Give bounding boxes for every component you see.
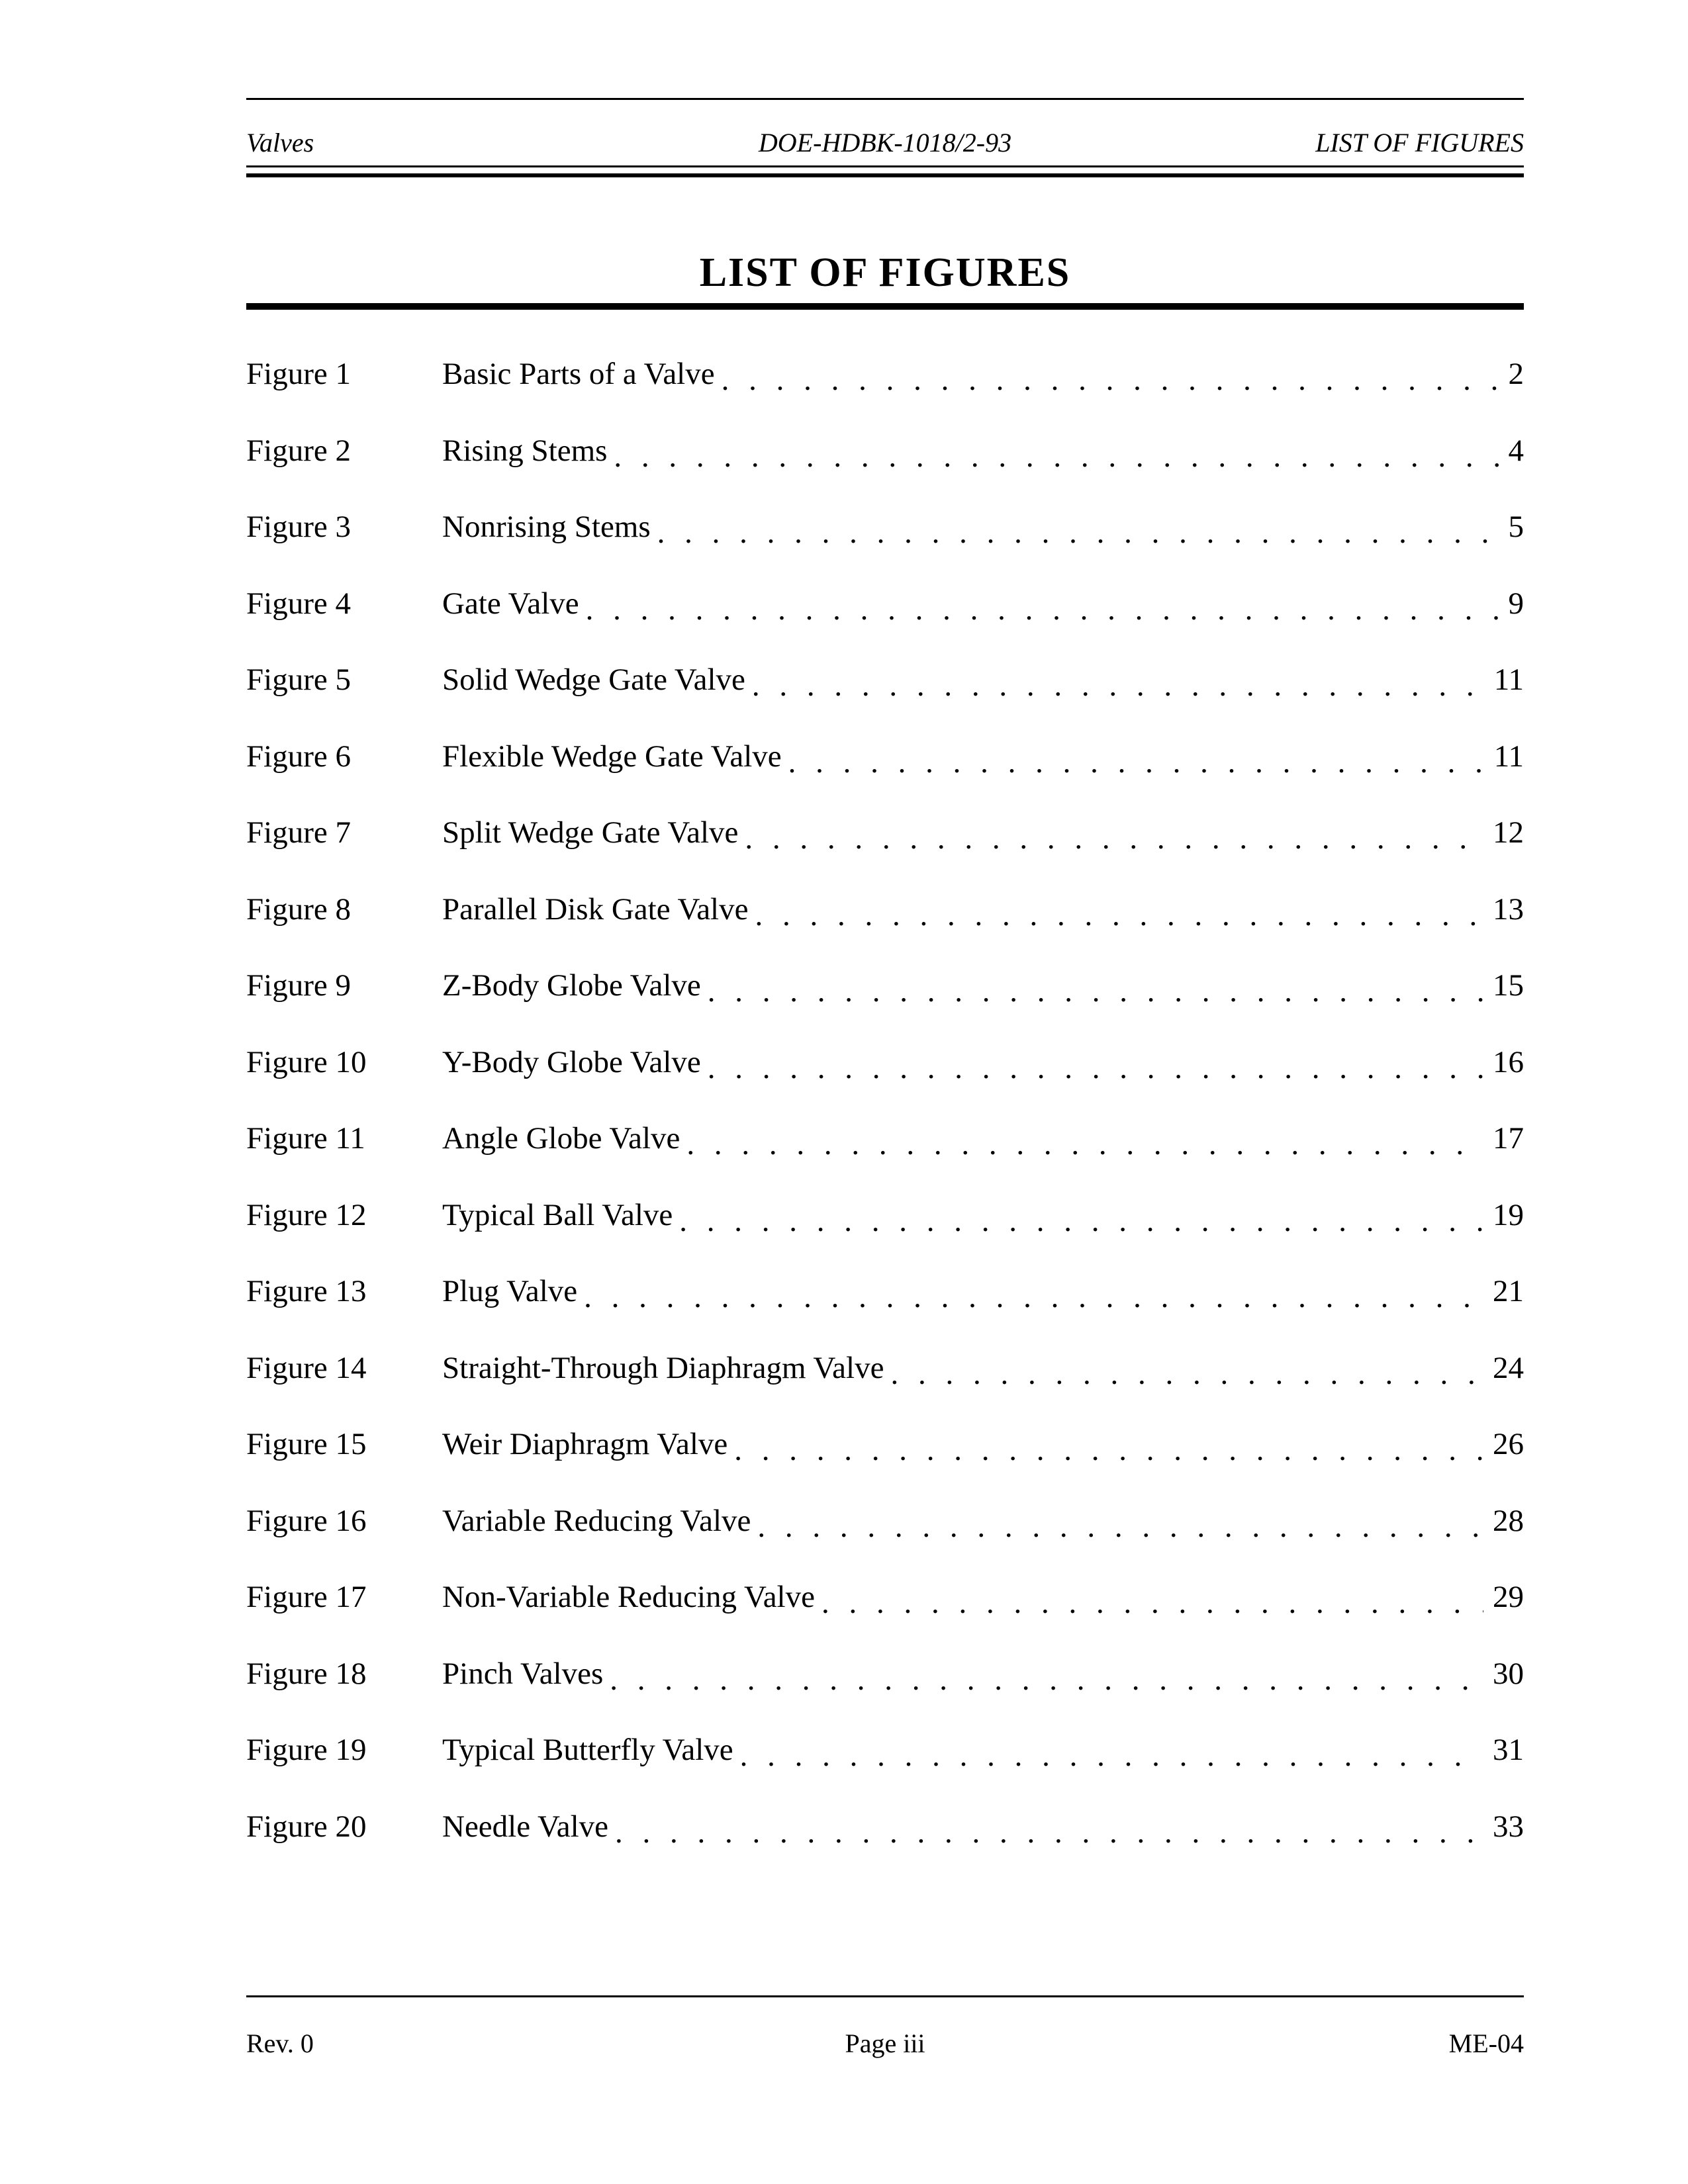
figure-entry bbox=[442, 1268, 1524, 1314]
figure-page-number: 29 bbox=[1483, 1574, 1524, 1620]
figure-page-number: 19 bbox=[1483, 1192, 1524, 1238]
figure-number: Figure 2 bbox=[246, 433, 351, 468]
figure-title: Split Wedge Gate Valve . . . bbox=[442, 815, 745, 850]
figure-page-number: 28 bbox=[1483, 1498, 1524, 1544]
figure-page-number: 5 bbox=[1499, 504, 1524, 550]
footer-rule bbox=[246, 1995, 1524, 1997]
figure-title: Flexible Wedge Gate Valve . . . bbox=[442, 739, 788, 774]
figure-title: Parallel Disk Gate Valve . . . bbox=[442, 892, 755, 927]
figure-number: Figure 11 bbox=[246, 1121, 365, 1156]
list-item bbox=[246, 1498, 1524, 1574]
figure-title: Typical Butterfly Valve . . . bbox=[442, 1733, 740, 1767]
figure-title: Basic Parts of a Valve . . . bbox=[442, 357, 722, 391]
figure-page-number: 31 bbox=[1483, 1727, 1524, 1773]
figure-title: Pinch Valves . . . bbox=[442, 1657, 610, 1691]
footer-page-number: Page iii bbox=[845, 2028, 925, 2058]
figure-entry bbox=[442, 1727, 1524, 1773]
figure-number: Figure 7 bbox=[246, 815, 351, 850]
figure-title: Needle Valve . . . bbox=[442, 1809, 615, 1844]
list-item bbox=[246, 1115, 1524, 1192]
figure-page-number: 12 bbox=[1483, 809, 1524, 856]
list-item bbox=[246, 1803, 1524, 1880]
figure-page-number: 11 bbox=[1485, 733, 1524, 780]
list-item bbox=[246, 657, 1524, 733]
figure-title: Weir Diaphragm Valve . . . bbox=[442, 1427, 734, 1461]
figure-title: Variable Reducing Valve . . . bbox=[442, 1504, 757, 1538]
figure-entry bbox=[442, 886, 1524, 933]
figure-title: Non-Variable Reducing Valve . . . bbox=[442, 1580, 821, 1614]
figure-number: Figure 13 bbox=[246, 1274, 367, 1308]
figure-number: Figure 4 bbox=[246, 586, 351, 621]
figure-number: Figure 6 bbox=[246, 739, 351, 774]
figure-number: Figure 20 bbox=[246, 1809, 367, 1844]
figure-entry bbox=[442, 1192, 1524, 1238]
figure-entry bbox=[442, 809, 1524, 856]
list-item bbox=[246, 1651, 1524, 1727]
title-rule bbox=[246, 303, 1524, 310]
list-item bbox=[246, 1727, 1524, 1803]
figure-entry bbox=[442, 1421, 1524, 1467]
figure-number: Figure 14 bbox=[246, 1350, 367, 1385]
figure-entry bbox=[442, 1039, 1524, 1085]
header-top-rule bbox=[246, 98, 1524, 100]
figure-page-number: 17 bbox=[1483, 1115, 1524, 1161]
figure-page-number: 16 bbox=[1483, 1039, 1524, 1085]
figure-page-number: 13 bbox=[1483, 886, 1524, 933]
figure-number: Figure 5 bbox=[246, 662, 351, 697]
figure-title: Gate Valve . . . bbox=[442, 586, 586, 621]
list-item bbox=[246, 1192, 1524, 1269]
header-document-number: DOE-HDBK-1018/2-93 bbox=[758, 128, 1012, 158]
list-item bbox=[246, 1039, 1524, 1116]
list-item bbox=[246, 351, 1524, 428]
figure-title: Solid Wedge Gate Valve . . . bbox=[442, 662, 752, 697]
figure-number: Figure 9 bbox=[246, 968, 351, 1003]
figure-number: Figure 16 bbox=[246, 1503, 367, 1538]
figure-entry bbox=[442, 351, 1524, 397]
list-item bbox=[246, 962, 1524, 1039]
footer-revision: Rev. 0 bbox=[246, 2028, 314, 2058]
list-item bbox=[246, 1574, 1524, 1651]
figure-number: Figure 15 bbox=[246, 1427, 367, 1461]
figure-page-number: 11 bbox=[1485, 657, 1524, 703]
figure-page-number: 15 bbox=[1483, 962, 1524, 1009]
figure-page-number: 4 bbox=[1499, 428, 1524, 474]
figure-title: Straight-Through Diaphragm Valve . . . bbox=[442, 1351, 890, 1385]
figure-page-number: 26 bbox=[1483, 1421, 1524, 1467]
list-item bbox=[246, 504, 1524, 580]
figure-page-number: 30 bbox=[1483, 1651, 1524, 1697]
figure-title: Plug Valve . . . bbox=[442, 1274, 584, 1308]
list-item bbox=[246, 809, 1524, 886]
header-bottom-rule-thick bbox=[246, 173, 1524, 177]
list-item bbox=[246, 580, 1524, 657]
figure-entry bbox=[442, 1574, 1524, 1620]
list-item bbox=[246, 1421, 1524, 1498]
figure-number: Figure 1 bbox=[246, 357, 351, 391]
figure-page-number: 24 bbox=[1483, 1345, 1524, 1391]
figure-number: Figure 17 bbox=[246, 1580, 367, 1614]
list-item bbox=[246, 428, 1524, 504]
figure-entry bbox=[442, 733, 1524, 780]
figure-entry bbox=[442, 1345, 1524, 1391]
figure-entry bbox=[442, 428, 1524, 474]
header-document-subject: Valves bbox=[246, 128, 314, 158]
header-bottom-rule-thin bbox=[246, 165, 1524, 167]
figure-title: Angle Globe Valve . . . bbox=[442, 1121, 686, 1156]
figure-title: Y-Body Globe Valve . . . bbox=[442, 1045, 708, 1079]
figure-title: Nonrising Stems . . . bbox=[442, 510, 657, 544]
figure-number: Figure 3 bbox=[246, 510, 351, 544]
page-title: LIST OF FIGURES bbox=[699, 250, 1071, 295]
footer-module-code: ME-04 bbox=[1448, 2028, 1524, 2058]
figure-number: Figure 12 bbox=[246, 1197, 367, 1232]
figure-entry bbox=[442, 1115, 1524, 1161]
figure-page-number: 21 bbox=[1483, 1268, 1524, 1314]
figure-entry bbox=[442, 1803, 1524, 1850]
figure-number: Figure 8 bbox=[246, 891, 351, 927]
figure-number: Figure 18 bbox=[246, 1656, 367, 1691]
figure-entry bbox=[442, 580, 1524, 627]
figure-title: Z-Body Globe Valve . . . bbox=[442, 968, 708, 1003]
figure-title: Rising Stems . . . bbox=[442, 433, 614, 468]
figure-title: Typical Ball Valve . . . bbox=[442, 1198, 679, 1232]
figure-number: Figure 19 bbox=[246, 1733, 367, 1767]
list-item bbox=[246, 886, 1524, 963]
figure-page-number: 33 bbox=[1483, 1803, 1524, 1850]
figure-entry bbox=[442, 657, 1524, 703]
figure-entry bbox=[442, 504, 1524, 550]
figure-page-number: 2 bbox=[1499, 351, 1524, 397]
figure-entry bbox=[442, 962, 1524, 1009]
header-section-name: LIST OF FIGURES bbox=[1315, 128, 1524, 158]
figure-number: Figure 10 bbox=[246, 1044, 367, 1079]
figure-entry bbox=[442, 1651, 1524, 1697]
figure-entry bbox=[442, 1498, 1524, 1544]
figure-page-number: 9 bbox=[1499, 580, 1524, 627]
figures-list bbox=[246, 351, 1524, 1880]
list-item bbox=[246, 1345, 1524, 1422]
list-item bbox=[246, 1268, 1524, 1345]
list-item bbox=[246, 733, 1524, 810]
